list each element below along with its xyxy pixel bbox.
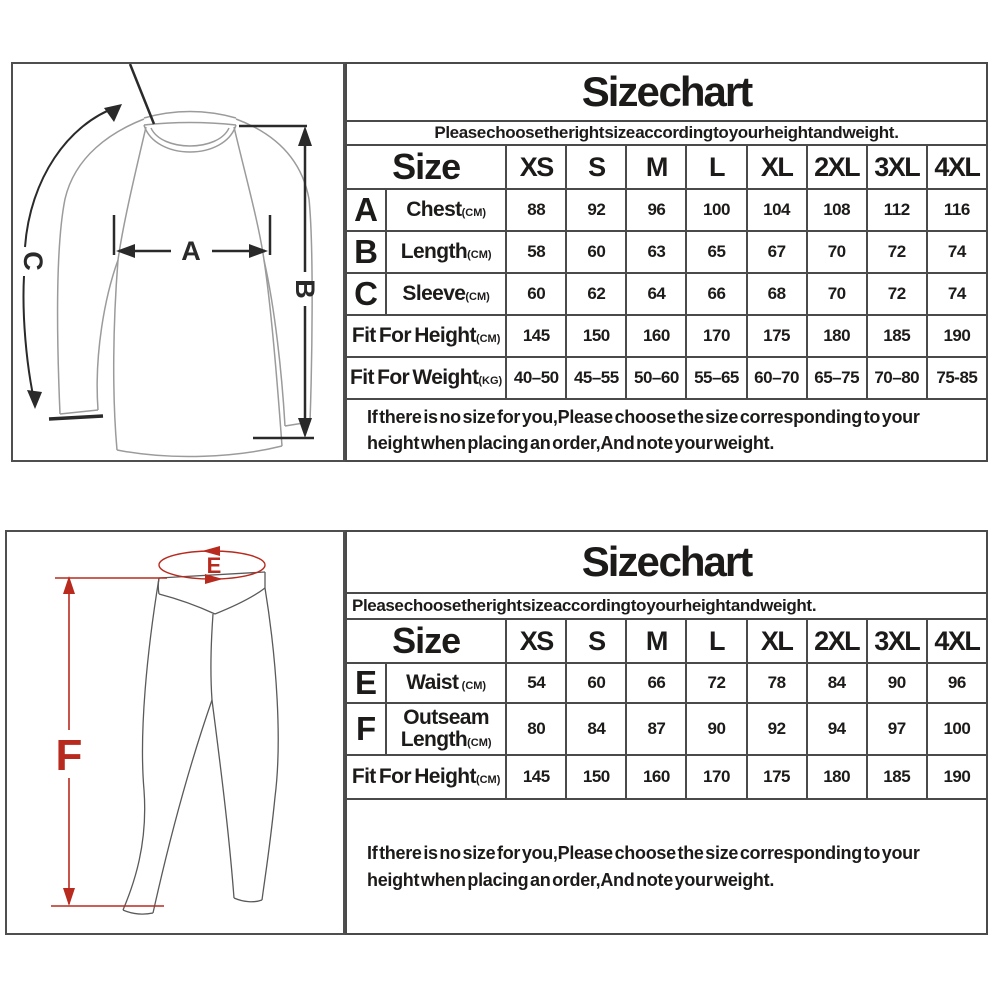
row-letter: C (346, 273, 386, 315)
table-cell: 92 (566, 189, 626, 231)
shirt-table-subtitle: Please choose the right size according to your height and weight . (346, 121, 987, 145)
pants-size-table (345, 530, 988, 935)
table-cell: 72 (867, 231, 927, 273)
table-cell: 100 (686, 189, 746, 231)
table-cell: 185 (867, 315, 927, 357)
table-row (346, 357, 987, 399)
shirt-size-note: If there is no size for you,Please choose the size corresponding to your height when placing an order,And note your weight. (346, 399, 987, 461)
table-cell: 87 (626, 703, 686, 755)
table-cell: 170 (686, 755, 746, 799)
row-label: Chest(CM) (386, 189, 506, 231)
size-col: 4XL (927, 619, 987, 663)
table-row (346, 755, 987, 799)
pants-size-note: If there is no size for you,Please choose the size corresponding to your height when placing an order,And note your weight. (346, 799, 987, 934)
pants-table-title: Size chart (346, 531, 987, 593)
label-c: C (18, 251, 48, 271)
row-letter: B (346, 231, 386, 273)
table-row (346, 273, 987, 315)
table-cell: 175 (747, 315, 807, 357)
table-cell: 116 (927, 189, 987, 231)
pants-outline (123, 572, 278, 914)
table-cell: 150 (566, 315, 626, 357)
size-col: L (686, 619, 746, 663)
pants-table-subtitle: Please choose the right size according to your height and weight . (346, 593, 987, 619)
table-cell: 96 (626, 189, 686, 231)
table-cell: 78 (747, 663, 807, 703)
table-cell: 96 (927, 663, 987, 703)
table-cell: 190 (927, 755, 987, 799)
table-cell: 74 (927, 231, 987, 273)
table-cell: 40–50 (506, 357, 566, 399)
table-cell: 50–60 (626, 357, 686, 399)
table-cell: 145 (506, 755, 566, 799)
arrowheads (27, 104, 312, 438)
table-cell: 70 (807, 231, 867, 273)
table-cell: 112 (867, 189, 927, 231)
table-row (346, 315, 987, 357)
row-letter: E (346, 663, 386, 703)
table-cell: 65 (686, 231, 746, 273)
size-col: XS (506, 145, 566, 189)
table-cell: 88 (506, 189, 566, 231)
table-cell: 75-85 (927, 357, 987, 399)
row-label: Fit For Height(CM) (346, 315, 506, 357)
table-row (346, 231, 987, 273)
row-label: Outseam Length(CM) (386, 703, 506, 755)
table-cell: 175 (747, 755, 807, 799)
row-label: Length(CM) (386, 231, 506, 273)
row-letter: F (346, 703, 386, 755)
table-cell: 60 (566, 663, 626, 703)
shirt-diagram-box (11, 62, 345, 462)
table-cell: 54 (506, 663, 566, 703)
pants-measurement-diagram (7, 532, 343, 933)
table-cell: 90 (867, 663, 927, 703)
label-f: F (55, 731, 83, 780)
size-col: S (566, 145, 626, 189)
size-col: 3XL (867, 145, 927, 189)
size-col: XL (747, 619, 807, 663)
shirt-size-table (345, 62, 988, 462)
pants-diagram-box (5, 530, 345, 935)
table-cell: 180 (807, 755, 867, 799)
sleeve-arc-line (23, 276, 35, 405)
table-cell: 180 (807, 315, 867, 357)
label-a: A (181, 236, 201, 266)
table-cell: 55–65 (686, 357, 746, 399)
table-cell: 74 (927, 273, 987, 315)
table-cell: 84 (807, 663, 867, 703)
size-col: 2XL (807, 145, 867, 189)
table-cell: 68 (747, 273, 807, 315)
table-cell: 160 (626, 755, 686, 799)
table-cell: 94 (807, 703, 867, 755)
table-cell: 160 (626, 315, 686, 357)
shirt-table-title: Size chart (346, 63, 987, 121)
table-cell: 70 (807, 273, 867, 315)
measurement-lines (23, 64, 314, 438)
row-letter: A (346, 189, 386, 231)
table-cell: 170 (686, 315, 746, 357)
table-cell: 80 (506, 703, 566, 755)
label-b: B (290, 279, 320, 299)
table-cell: 190 (927, 315, 987, 357)
shirt-measurement-diagram (13, 64, 343, 460)
table-cell: 60 (506, 273, 566, 315)
table-cell: 108 (807, 189, 867, 231)
size-col: M (626, 145, 686, 189)
table-cell: 45–55 (566, 357, 626, 399)
table-cell: 97 (867, 703, 927, 755)
size-col: M (626, 619, 686, 663)
row-label: Sleeve(CM) (386, 273, 506, 315)
table-cell: 66 (686, 273, 746, 315)
table-cell: 104 (747, 189, 807, 231)
size-col: XL (747, 145, 807, 189)
table-cell: 64 (626, 273, 686, 315)
collar-pointer-line (130, 64, 154, 124)
table-cell: 150 (566, 755, 626, 799)
table-cell: 63 (626, 231, 686, 273)
size-header: Size (346, 145, 506, 189)
label-e: E (206, 553, 222, 578)
table-cell: 58 (506, 231, 566, 273)
table-row (346, 703, 987, 755)
size-col: L (686, 145, 746, 189)
table-cell: 65–75 (807, 357, 867, 399)
size-col: S (566, 619, 626, 663)
table-cell: 60 (566, 231, 626, 273)
shirt-outline (58, 112, 313, 457)
table-cell: 90 (686, 703, 746, 755)
table-cell: 67 (747, 231, 807, 273)
table-cell: 60–70 (747, 357, 807, 399)
row-label: Fit For Height(CM) (346, 755, 506, 799)
row-label: Waist (CM) (386, 663, 506, 703)
table-cell: 145 (506, 315, 566, 357)
table-cell: 72 (867, 273, 927, 315)
size-col: 2XL (807, 619, 867, 663)
table-cell: 92 (747, 703, 807, 755)
size-col: XS (506, 619, 566, 663)
size-header: Size (346, 619, 506, 663)
size-col: 3XL (867, 619, 927, 663)
table-cell: 66 (626, 663, 686, 703)
table-cell: 84 (566, 703, 626, 755)
table-cell: 185 (867, 755, 927, 799)
pants-measurement-lines (51, 551, 265, 906)
table-cell: 72 (686, 663, 746, 703)
table-row (346, 189, 987, 231)
table-cell: 100 (927, 703, 987, 755)
table-row (346, 663, 987, 703)
table-cell: 70–80 (867, 357, 927, 399)
table-cell: 62 (566, 273, 626, 315)
row-label: Fit For Weight(KG) (346, 357, 506, 399)
size-col: 4XL (927, 145, 987, 189)
